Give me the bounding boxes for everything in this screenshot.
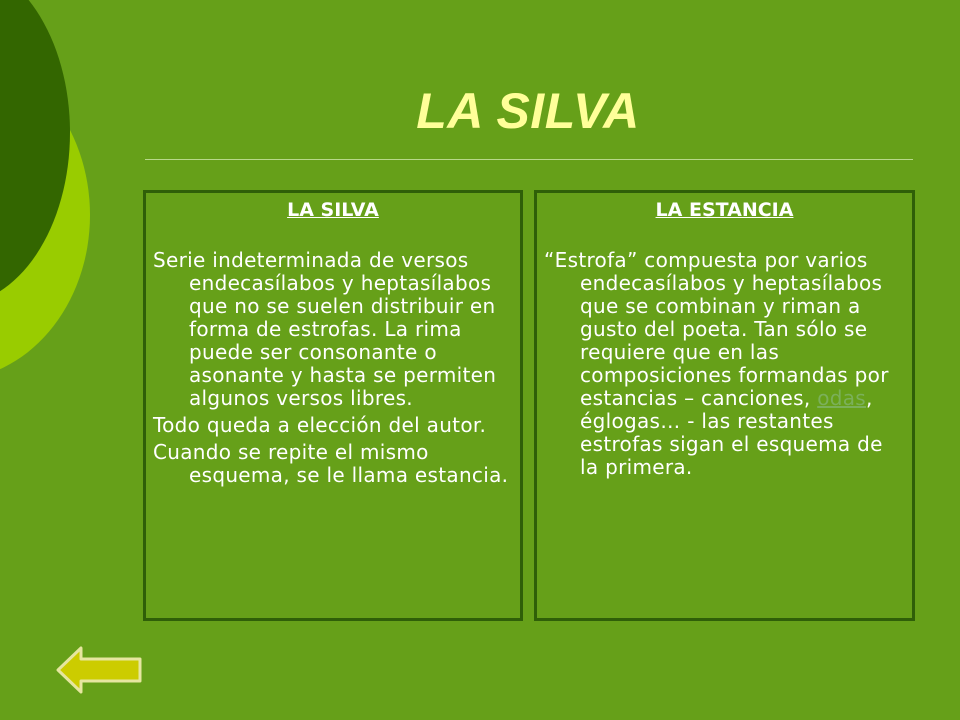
back-button[interactable]	[56, 646, 142, 694]
silva-card-body	[146, 249, 520, 487]
silva-election-note: Todo queda a elección del autor.	[153, 413, 487, 437]
silva-card-heading: LA SILVA	[287, 199, 379, 221]
odas-link[interactable]: odas	[817, 386, 866, 410]
title-divider	[145, 159, 913, 160]
slide-title: LA SILVA	[416, 83, 640, 139]
estancia-definition	[544, 249, 906, 479]
estancia-text-before-link: “Estrofa” compuesta por varios endecasílabos y heptasílabos que se combinan y riman a gusto del poeta. Tan sólo se requiere que en las composiciones formandas por estancias – canciones,	[544, 248, 889, 410]
estancia-card-heading: LA ESTANCIA	[655, 199, 794, 221]
estancia-card	[534, 190, 915, 621]
back-arrow-icon	[56, 646, 142, 694]
silva-definition: Serie indeterminada de versos endecasílabos y heptasílabos que no se suelen distribuir en forma de estrofas. La rima puede ser consonante o asonante y hasta se permiten algunos versos libres.	[153, 248, 497, 410]
estancia-text-after-link: , églogas… - las restantes estrofas sigan el esquema de la primera.	[580, 386, 883, 479]
silva-estancia-note: Cuando se repite el mismo esquema, se le llama estancia.	[153, 440, 509, 487]
silva-card	[143, 190, 523, 621]
estancia-card-body	[537, 249, 912, 479]
